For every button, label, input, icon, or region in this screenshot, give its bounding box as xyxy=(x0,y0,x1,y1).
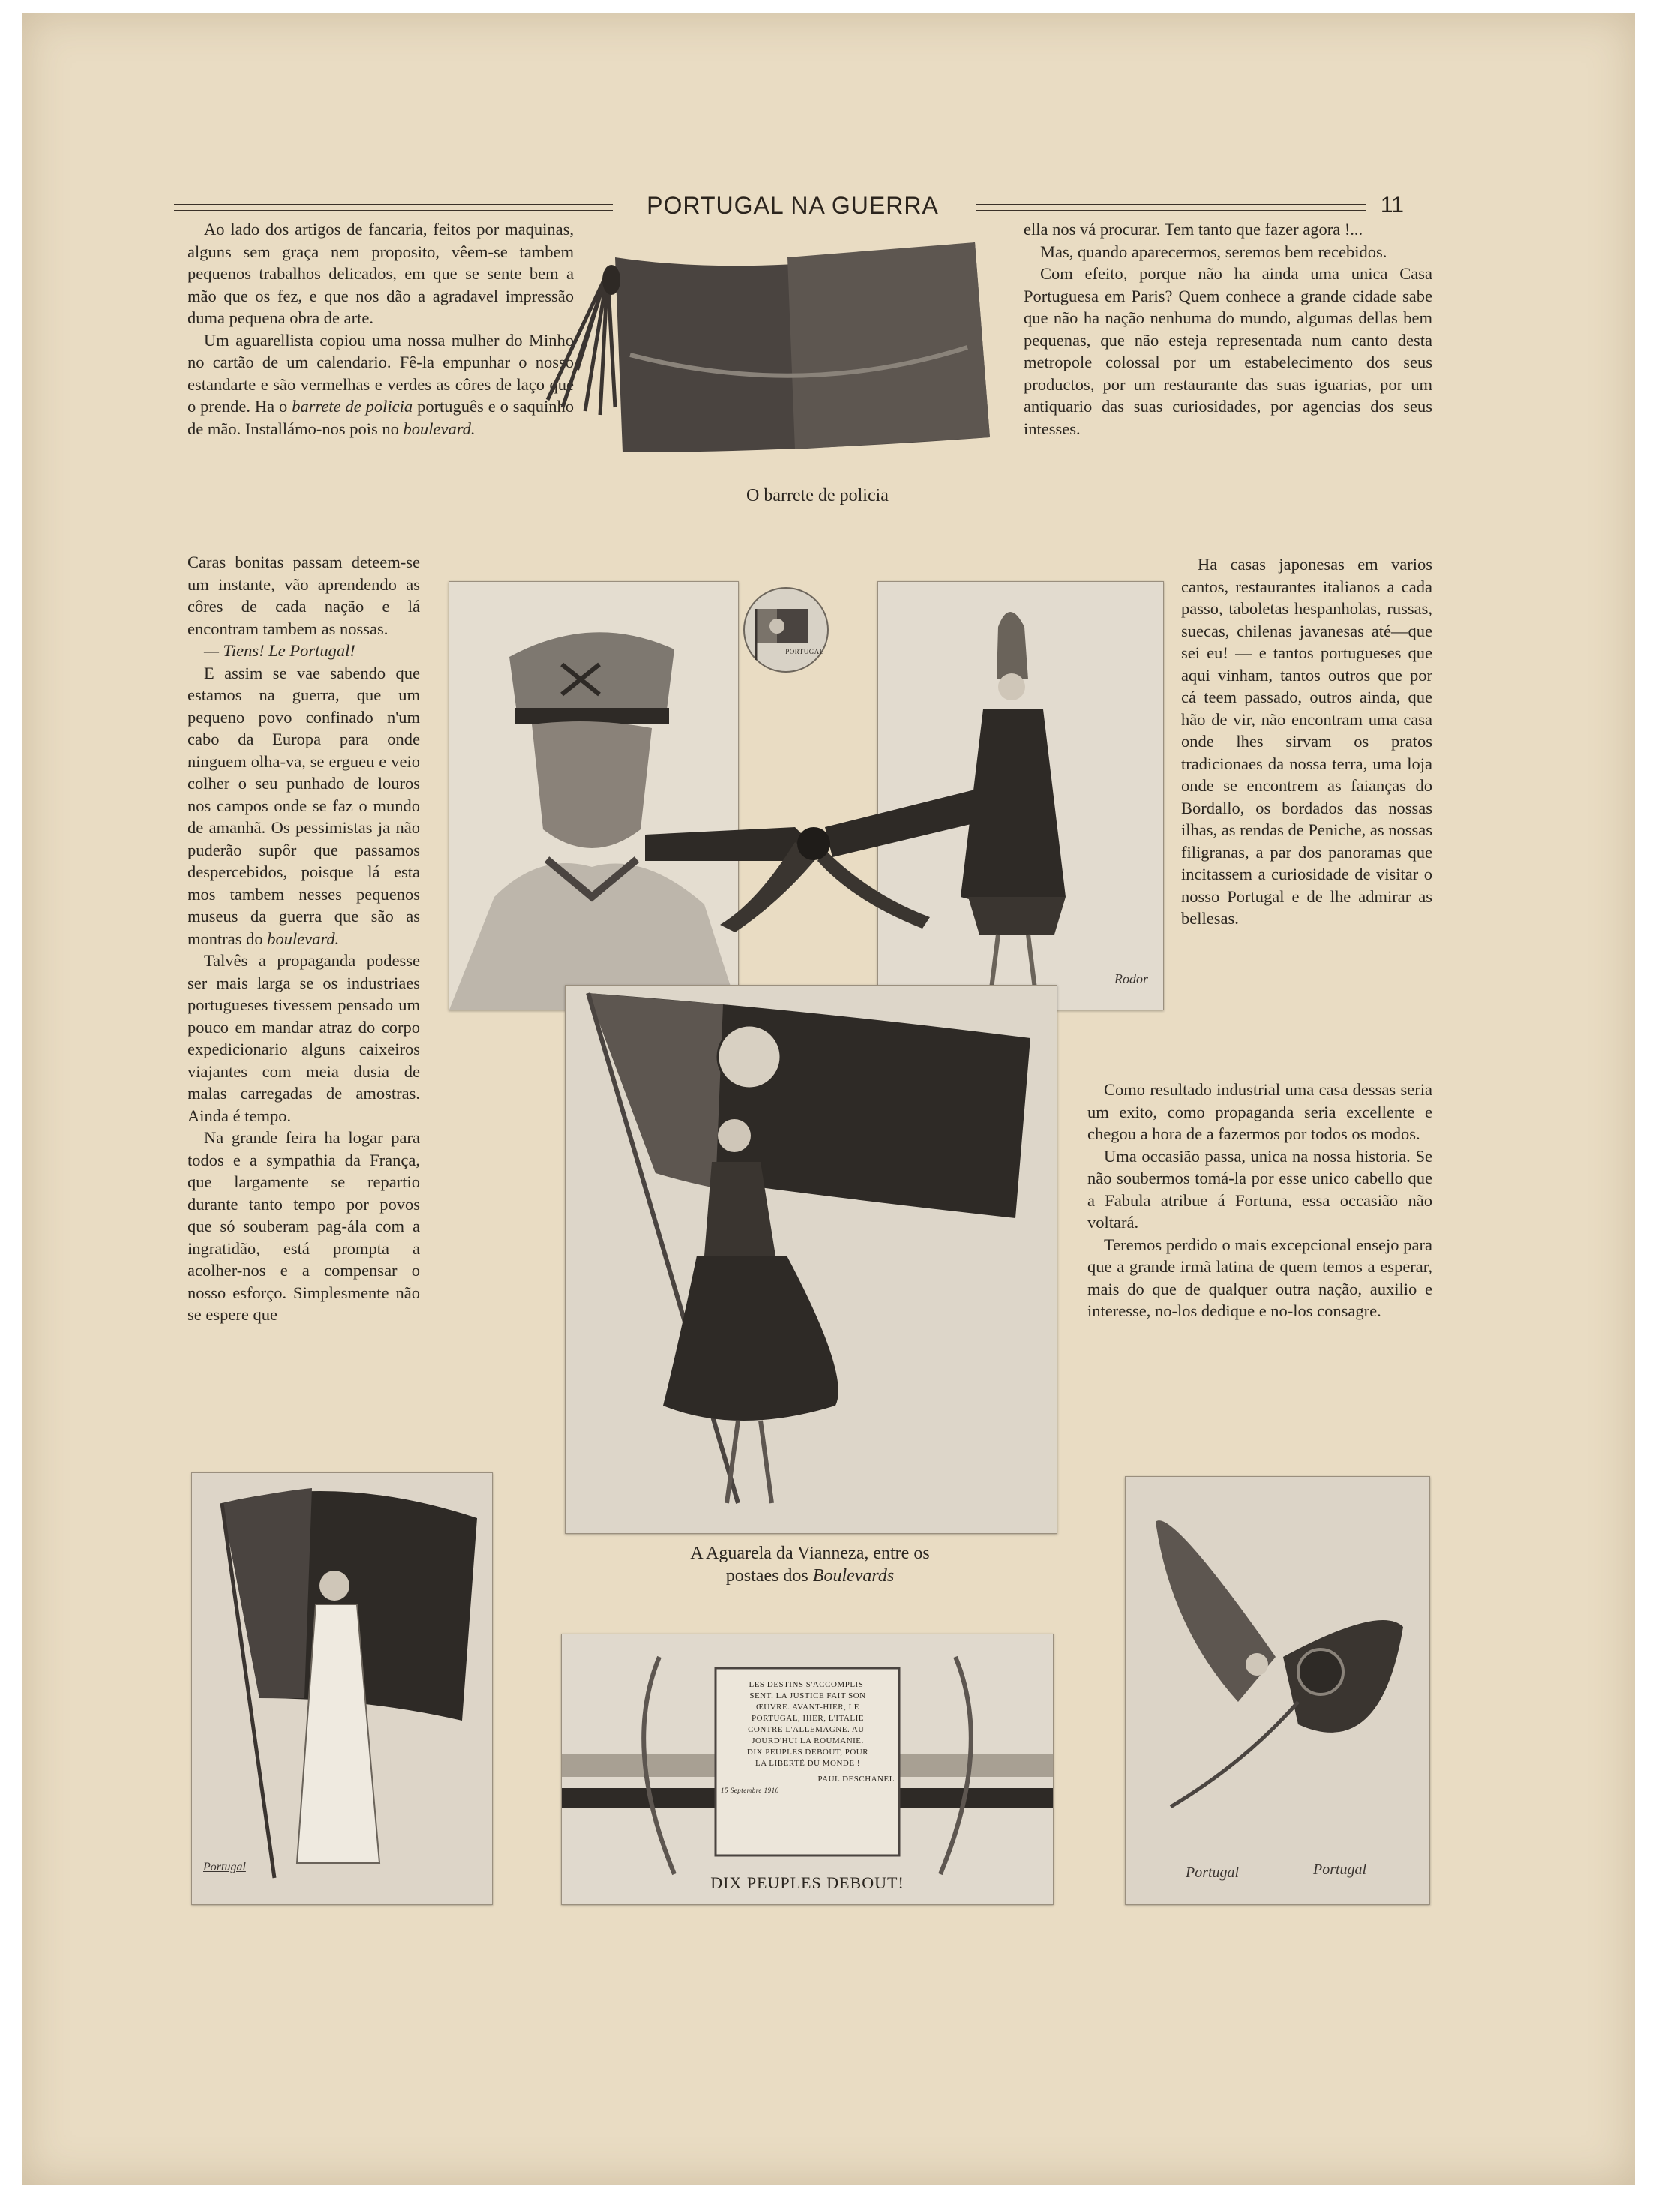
caption-line: postaes dos Boulevards xyxy=(725,1566,895,1586)
paragraph: Na grande feira ha logar para todos e a sympathia da França, que largamente se repartio durante tanto tempo por povos que só souberam pag-ála com a ingratidão, está prompta a acolher-nos e a compensar o nosso esforço. Simplesmente não se espere que xyxy=(188,1128,420,1324)
article-column-left xyxy=(188,218,574,440)
quote-line: SENT. LA JUSTICE FAIT SON xyxy=(749,1691,866,1700)
paragraph: Teremos perdido o mais excepcional ensejo para que a grande irmã latina de quem temos a esperar, mais do que de qualquer outra nação, auxilio e interesse, no-los dedique e no-los consagre. xyxy=(1088,1234,1432,1320)
quote-line: PORTUGAL, HIER, L'ITALIE xyxy=(752,1714,864,1723)
paragraph: Um aguarellista copiou uma nossa mulher do Minho no cartão de um calendario. Fê-la empunhar o nosso estandarte e são vermelhas e verdes as côres de laço que o prende. Ha o barrete de policia português e o saquinho de mão. Installámo-nos pois no boulevard. xyxy=(188,330,574,438)
postcard-left-label: Portugal xyxy=(203,1861,246,1874)
caption-line: A Aguarela da Vianneza, entre os xyxy=(690,1544,930,1563)
paragraph: Caras bonitas passam deteem-se um instante, vão aprendendo as côres de cada nação e lá encontram tambem as nossas. xyxy=(188,553,420,638)
newspaper-page xyxy=(22,14,1635,2185)
paragraph: Ha casas japonesas em varios cantos, restaurantes italianos a cada passo, taboletas hespanholas, russas, suecas, chilenas javanesas até—que sei eu! — e tantos portugueses que aqui vinham, tantos outros que por cá teem passado, outros ainda, que hão de vir, não encontram uma casa onde lhes sirvam os pratos tradicionaes da nossa terra, uma loja onde se encontrem as faianças do Bordallo, os bordados das nossas ilhas, as rendas de Peniche, as nossas filigranas, a par dos panoramas que incitassem a curiosidade de visitar o nosso Portugal e de lhe admirar as bellesas. xyxy=(1181,555,1432,928)
header-rule-right xyxy=(976,204,1366,212)
quote-block xyxy=(721,1679,895,1796)
paragraph: Uma occasião passa, unica na nossa historia. Se não soubermos tomá-la por esse unico cabello que a Fabula atribue á Fortuna, essa occasião não voltará. xyxy=(1088,1146,1432,1232)
portugal-badge xyxy=(741,585,831,675)
paragraph: ella nos vá procurar. Tem tanto que fazer agora !... xyxy=(1024,220,1364,238)
article-column-right-lower xyxy=(1181,554,1432,930)
article-column-right-bottom xyxy=(1088,1078,1432,1322)
caption-aguarela xyxy=(622,1542,998,1587)
header-rule-left xyxy=(174,204,613,212)
postcard-right-label: Portugal xyxy=(1186,1864,1240,1881)
paragraph: Com efeito, porque não ha ainda uma unica Casa Portuguesa em Paris? Quem conhece a grande cidade sabe que não ha nação nenhuma do mundo, algumas dellas bem pequenas, que não esteja representada num canto desta metropole colossal por um estabelecimento dos seus productos, por um restaurante das suas iguarias, por um antiquario das suas curiosidades, por agencias dos seus intesses. xyxy=(1024,264,1432,438)
postcard-butterfly xyxy=(1125,1476,1430,1905)
badge-label: PORTUGAL xyxy=(785,648,824,656)
paragraph: Como resultado industrial uma casa dessas seria um exito, como propaganda seria excellente e chegou a hora de a fazermos por todos os modos. xyxy=(1088,1080,1432,1143)
ribbon-bow xyxy=(645,752,998,932)
paragraph: Ao lado dos artigos de fancaria, feitos por maquinas, alguns sem graça nem proposito, vêem-se tambem pequenos trabalhos delicados, em que se sente bem a mão que os fez, e que nos dão a agradavel impressão duma pequena obra de arte. xyxy=(188,220,574,327)
signature-right: Rodor xyxy=(1114,971,1148,986)
page-number: 11 xyxy=(1380,193,1404,218)
quote-line: JOURD'HUI LA ROUMANIE. xyxy=(752,1736,864,1745)
quote-line: LA LIBERTÉ DU MONDE ! xyxy=(755,1759,860,1768)
vianneza-aquarelle xyxy=(565,985,1058,1534)
postcard-dix-peuples xyxy=(561,1634,1054,1905)
postcard-title: DIX PEUPLES DEBOUT! xyxy=(710,1874,904,1892)
postcard-right-label: Portugal xyxy=(1313,1862,1367,1878)
quote-line: — Tiens! Le Portugal! xyxy=(204,641,356,660)
quote-line: ŒUVRE. AVANT-HIER, LE xyxy=(755,1702,860,1712)
paragraph: E assim se vae sabendo que estamos na guerra, que um pequeno povo confinado n'um cabo da Europa para onde ninguem olha-va, se ergueu e veio colher o seu punhado de louros nos campos onde se faz o mundo de amanhã. Os pessimistas ja não puderão supôr que passamos despercebidos, poisque lá esta mos tambem nesses pequenos museus da guerra que são as montras do boulevard. xyxy=(188,663,420,948)
quote-line: DIX PEUPLES DEBOUT, POUR xyxy=(746,1748,869,1756)
caption-barrete: O barrete de policia xyxy=(746,486,889,506)
article-column-right xyxy=(1024,218,1432,440)
quote-line: LES DESTINS S'ACCOMPLIS- xyxy=(748,1680,867,1689)
page-title: PORTUGAL NA GUERRA xyxy=(646,192,939,219)
article-column-left-lower xyxy=(188,551,420,1326)
quote-date: 15 Septembre 1916 xyxy=(721,1786,779,1794)
paragraph: Mas, quando aparecermos, seremos bem recebidos. xyxy=(1040,242,1388,261)
postcard-flag-lady xyxy=(191,1472,493,1905)
quote-line: CONTRE L'ALLEMAGNE. AU- xyxy=(748,1725,868,1734)
barrete-image xyxy=(518,227,1005,475)
paragraph: Talvês a propaganda podesse ser mais larga se os industriaes portugueses tivessem pensado um pouco em mandar atraz do corpo expedicionario alguns caixeiros viajantes com meia dusia de malas carregadas de amostras. Ainda é tempo. xyxy=(188,951,420,1125)
quote-author: PAUL DESCHANEL xyxy=(818,1774,895,1784)
